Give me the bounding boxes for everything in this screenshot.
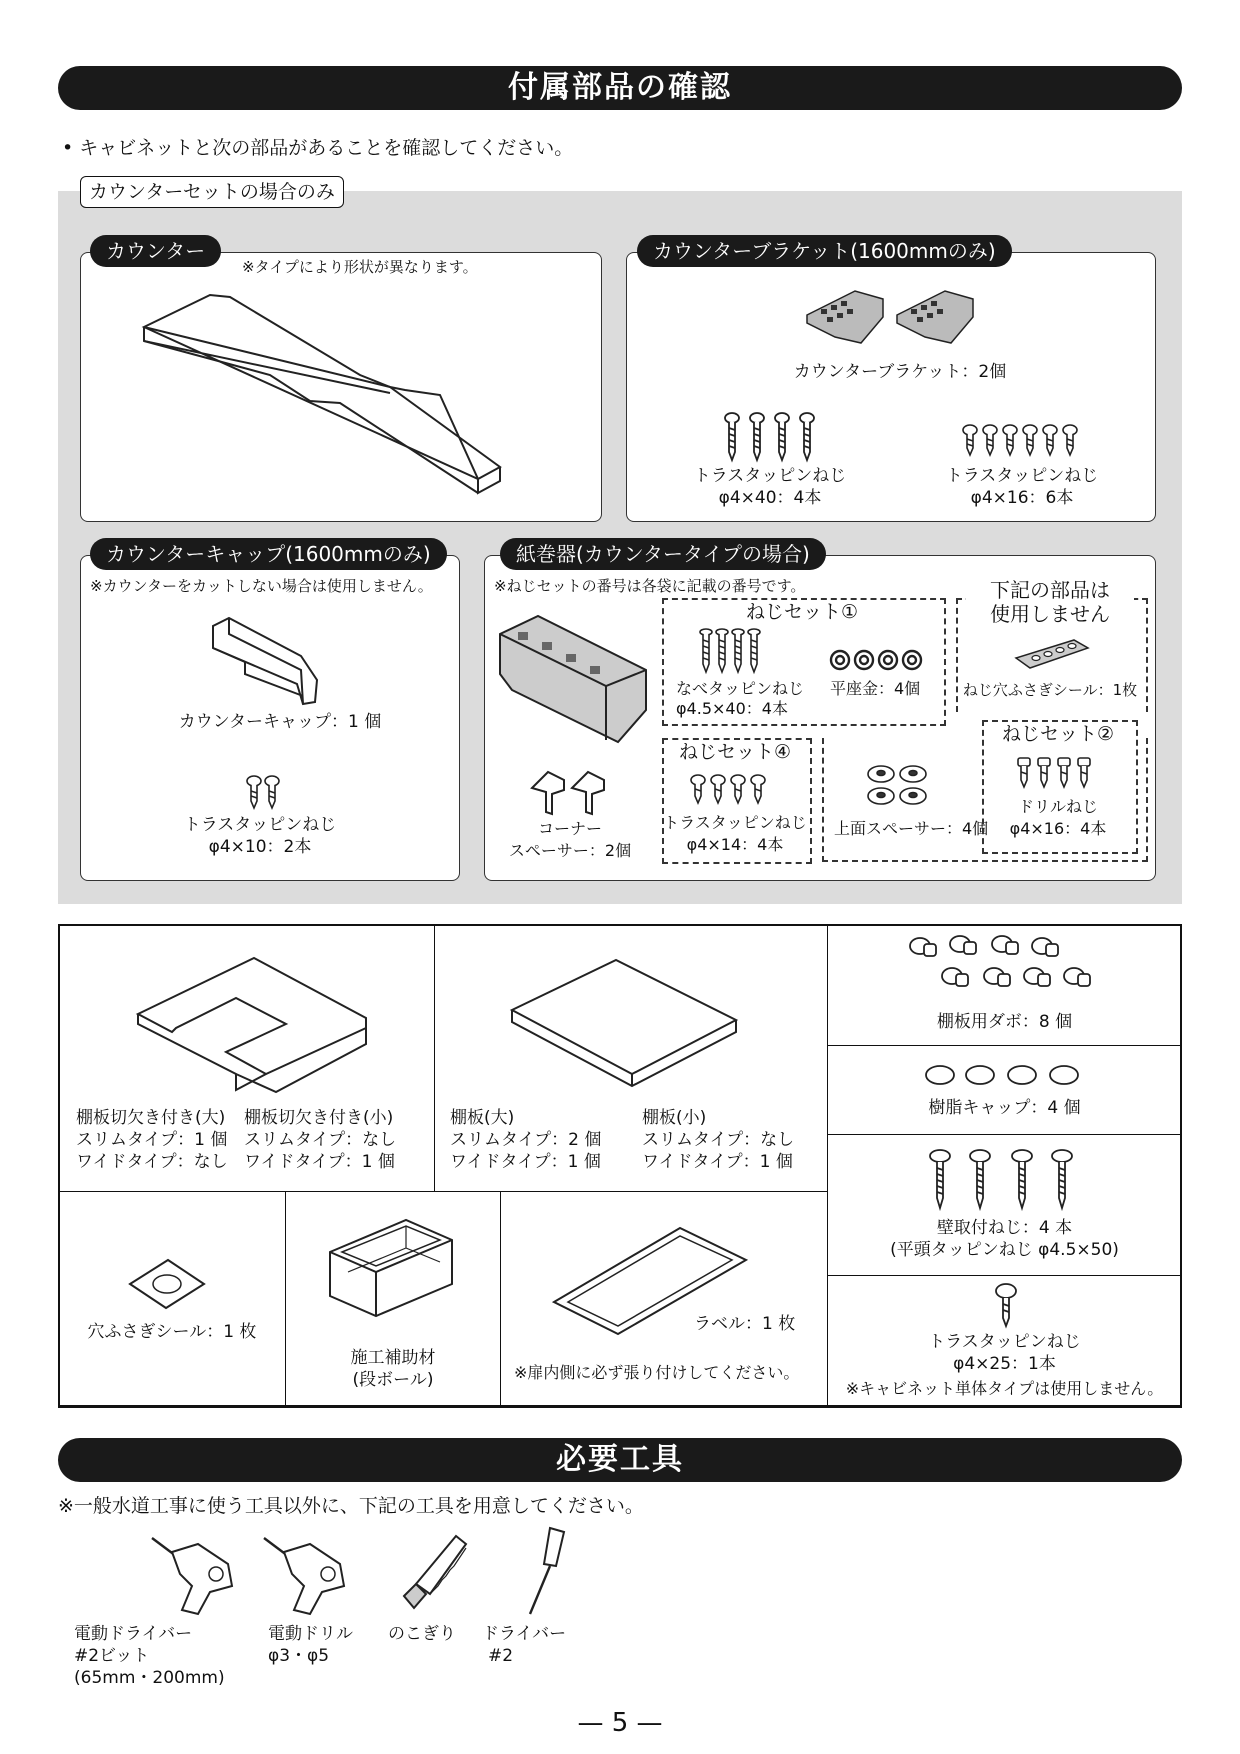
paper-note: ※ねじセットの番号は各袋に記載の番号です。 bbox=[494, 577, 806, 595]
screw-b-spec: φ4×16：6本 bbox=[970, 488, 1074, 508]
set1-screw-icon bbox=[698, 628, 764, 674]
notched-small-slim: スリムタイプ：なし bbox=[244, 1130, 397, 1150]
electric-drill-icon bbox=[262, 1534, 352, 1616]
notched-shelf-icon bbox=[136, 954, 368, 1094]
hole-seal-icon bbox=[128, 1258, 206, 1310]
tool-1-name: 電動ドライバー bbox=[74, 1624, 193, 1644]
notched-small-wide: ワイドタイプ：1 個 bbox=[244, 1152, 395, 1172]
set4-screw-spec: φ4×14：4本 bbox=[686, 835, 784, 854]
set4-screw-icon bbox=[690, 774, 774, 806]
tool-2-name: 電動ドリル bbox=[268, 1624, 353, 1644]
set2-screw-name: ドリルねじ bbox=[1017, 797, 1098, 816]
tool-1-spec: #2ビット bbox=[74, 1646, 150, 1666]
tools-intro: ※一般水道工事に使う工具以外に、下記の工具を用意してください。 bbox=[58, 1495, 644, 1517]
bracket-icon bbox=[805, 285, 985, 347]
corner-label-2: スペーサー：2個 bbox=[508, 841, 632, 860]
unused-title-1: 下記の部品は bbox=[990, 578, 1110, 602]
corner-spacer-icon bbox=[528, 768, 610, 816]
wall-screw-label-1: 壁取付ねじ：4 本 bbox=[936, 1218, 1073, 1238]
tool-4-spec: #2 bbox=[488, 1646, 514, 1666]
cap-note: ※カウンターをカットしない場合は使用しません。 bbox=[90, 577, 433, 595]
counter-tab: カウンター bbox=[90, 235, 221, 267]
bracket-label: カウンターブラケット：2個 bbox=[793, 362, 1007, 382]
truss-screw-icon bbox=[994, 1284, 1018, 1328]
plain-small-title: 棚板(小) bbox=[642, 1108, 707, 1128]
paper-holder-icon bbox=[498, 614, 650, 744]
screw-a-spec: φ4×40：4本 bbox=[718, 488, 822, 508]
truss-screw-label-3: ※キャビネット単体タイプは使用しません。 bbox=[845, 1379, 1164, 1398]
bracket-tab: カウンターブラケット(1600mmのみ) bbox=[637, 235, 1012, 267]
cardboard-icon bbox=[328, 1218, 454, 1318]
tool-3-name: のこぎり bbox=[388, 1624, 456, 1644]
label-label-2: ※扉内側に必ず張り付けしてください。 bbox=[514, 1363, 800, 1382]
counter-illustration bbox=[140, 285, 540, 515]
tools-section-title: 必要工具 bbox=[58, 1438, 1182, 1482]
page-number: — 5 — bbox=[577, 1708, 663, 1738]
tool-4-name: ドライバー bbox=[482, 1624, 567, 1644]
wall-screw-icon bbox=[928, 1150, 1088, 1210]
plain-small-slim: スリムタイプ：なし bbox=[642, 1130, 795, 1150]
resin-cap-label: 樹脂キャップ：4 個 bbox=[928, 1098, 1081, 1118]
parts-intro: • キャビネットと次の部品があることを確認してください。 bbox=[62, 137, 574, 159]
cap-screw-spec: φ4×10：2本 bbox=[208, 837, 312, 857]
truss-screw-label-1: トラスタッピンねじ bbox=[928, 1332, 1081, 1352]
cap-icon bbox=[205, 614, 325, 706]
paper-tab: 紙巻器(カウンタータイプの場合) bbox=[500, 538, 826, 570]
screw-b-name: トラスタッピンねじ bbox=[945, 466, 1099, 486]
screwdriver-icon bbox=[520, 1526, 568, 1616]
plain-shelf-icon bbox=[510, 956, 740, 1096]
cell-resin-caps bbox=[827, 1045, 1182, 1135]
set4-screw-name: トラスタッピンねじ bbox=[663, 813, 807, 832]
notched-large-slim: スリムタイプ：1 個 bbox=[76, 1130, 228, 1150]
screw-b-icon bbox=[960, 424, 1086, 458]
plain-small-wide: ワイドタイプ：1 個 bbox=[642, 1152, 793, 1172]
counter-note: ※タイプにより形状が異なります。 bbox=[242, 258, 478, 276]
notched-large-wide: ワイドタイプ：なし bbox=[76, 1152, 228, 1172]
seal-strip-icon bbox=[1014, 638, 1090, 670]
aux-label-2: (段ボール) bbox=[352, 1370, 434, 1390]
cap-screw-icon bbox=[244, 775, 284, 811]
parts-section-title: 付属部品の確認 bbox=[58, 66, 1182, 110]
cap-tab: カウンターキャップ(1600mmのみ) bbox=[90, 538, 447, 570]
top-spacer-label: 上面スペーサー：4個 bbox=[834, 819, 989, 838]
cap-screw-name: トラスタッピンねじ bbox=[183, 815, 337, 835]
plain-large-wide: ワイドタイプ：1 個 bbox=[450, 1152, 601, 1172]
set1-screw-name: なべタッピンねじ bbox=[676, 679, 805, 698]
plain-large-title: 棚板(大) bbox=[450, 1108, 515, 1128]
wall-screw-label-2: (平頭タッピンねじ φ4.5×50) bbox=[890, 1240, 1119, 1260]
saw-icon bbox=[396, 1532, 468, 1614]
screw-set-1-title: ねじセット① bbox=[745, 601, 859, 623]
set1-washer: 平座金：4個 bbox=[830, 679, 921, 698]
label-label-1: ラベル：1 枚 bbox=[694, 1314, 796, 1334]
top-spacer-icon bbox=[864, 760, 930, 810]
truss-screw-label-2: φ4×25：1本 bbox=[953, 1354, 1056, 1374]
corner-label-1: コーナー bbox=[537, 819, 602, 838]
screw-set-4-title: ねじセット④ bbox=[678, 741, 792, 763]
screw-a-name: トラスタッピンねじ bbox=[693, 466, 847, 486]
screw-a-icon bbox=[718, 412, 828, 462]
electric-screwdriver-icon bbox=[150, 1534, 240, 1616]
resin-cap-icon bbox=[924, 1064, 1084, 1086]
plain-large-slim: スリムタイプ：2 個 bbox=[450, 1130, 602, 1150]
unused-title-2: 使用しません bbox=[990, 602, 1110, 626]
hole-seal-label: 穴ふさぎシール：1 枚 bbox=[87, 1322, 257, 1342]
tool-2-spec: φ3・φ5 bbox=[268, 1646, 330, 1666]
set1-screw-spec: φ4.5×40：4本 bbox=[676, 699, 788, 718]
notched-small-title: 棚板切欠き付き(小) bbox=[244, 1108, 394, 1128]
notched-large-title: 棚板切欠き付き(大) bbox=[76, 1108, 226, 1128]
cap-label: カウンターキャップ：1 個 bbox=[178, 712, 382, 732]
dowel-icon bbox=[906, 934, 1102, 998]
set2-screw-icon bbox=[1016, 758, 1100, 790]
dowel-label: 棚板用ダボ：8 個 bbox=[936, 1012, 1073, 1032]
tool-1-extra: (65mm・200mm) bbox=[74, 1668, 225, 1688]
washer-icon bbox=[828, 648, 928, 672]
set2-screw-spec: φ4×16：4本 bbox=[1009, 819, 1107, 838]
aux-label-1: 施工補助材 bbox=[350, 1348, 436, 1368]
counter-set-label: カウンターセットの場合のみ bbox=[80, 176, 344, 208]
unused-seal: ねじ穴ふさぎシール：1枚 bbox=[962, 681, 1138, 699]
screw-set-2-title: ねじセット② bbox=[1001, 723, 1115, 745]
